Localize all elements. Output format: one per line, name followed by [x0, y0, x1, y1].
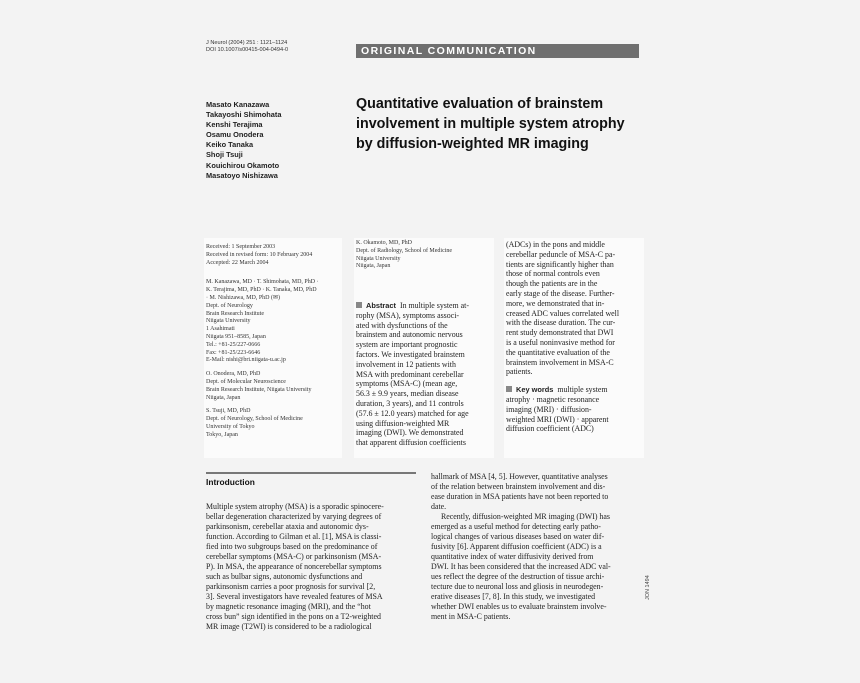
margin-note: JON 1494 [645, 575, 651, 600]
journal-reference [206, 40, 288, 54]
affiliation-line: Dept. of Neurology [206, 302, 253, 309]
author-name: Keiko Tanaka [206, 140, 254, 150]
abstract-text: In multiple system at- [399, 301, 469, 310]
affiliation-line: 1 Asahimati [206, 326, 235, 333]
introduction-column-1 [206, 502, 384, 632]
affiliation-line: Dept. of Neurology, School of Medicine [206, 416, 303, 423]
accepted-date: Accepted: 22 March 2004 [206, 259, 269, 266]
keywords-line: weighted MRI (DWI) · apparent [506, 414, 609, 424]
journal-doi: DOI 10.1007/s00415-004-0494-0 [206, 47, 289, 53]
body-line: ues reflect the degree of the destruction of tissue archi- [431, 572, 605, 581]
abstract-line: (57.6 ± 12.0 years) matched for age [356, 408, 469, 418]
body-line: logical changes of various diseases based on water dif- [431, 532, 605, 541]
abstract-line: system are important prognostic [356, 340, 458, 350]
abstract-line: brainstem involvement in MSA-C [506, 357, 614, 367]
affiliation-line: Niigata University [356, 255, 401, 262]
author-name: Masatoyo Nishizawa [206, 170, 278, 180]
abstract-line: early stage of the disease. Further- [506, 288, 615, 298]
section-divider [206, 472, 416, 474]
abstract-line: duration, 3 years), and 11 controls [356, 398, 464, 408]
abstract [356, 301, 496, 448]
received-date: Received: 1 September 2003 [206, 244, 276, 250]
abstract-line: brainstem and autonomic nervous [356, 330, 463, 340]
journal-citation: J Neurol (2004) 251 : 1121–1124 [206, 40, 288, 46]
body-line: hallmark of MSA [4, 5]. However, quantitative analyses [431, 472, 608, 481]
keywords-label: Key words [516, 385, 554, 395]
affiliation-line: S. Tsuji, MD, PhD [206, 408, 251, 415]
abstract-line: creased ADC values correlated well [506, 308, 620, 318]
author-name: Masato Kanazawa [206, 100, 270, 109]
body-line: quantitative index of water diffusivity derived from [431, 552, 594, 561]
body-line: fied into two subgroups based on the predominance of [206, 542, 378, 551]
title-line: involvement in multiple system atrophy [356, 116, 625, 132]
body-line: erative diseases [7, 8]. In this study, we investigated [431, 592, 596, 601]
affiliation-line: Brain Research Institute, Niigata University [206, 386, 312, 393]
affiliation-block [356, 240, 452, 271]
affiliation-line: O. Onodera, MD, PhD [206, 371, 261, 378]
title-line: Quantitative evaluation of brainstem [356, 96, 604, 112]
body-line: MR image (T2WI) is considered to be a radiological [206, 622, 372, 631]
abstract-line: factors. We investigated brainstem [356, 349, 465, 359]
body-line: bellar degeneration characterized by varying degrees of [206, 512, 382, 521]
abstract-line: tients are significantly higher than [506, 259, 614, 269]
abstract-line: ated with dysfunctions of the [356, 320, 448, 330]
revised-date: Received in revised form: 10 February 2004 [206, 251, 313, 258]
abstract-line: cerebellar peduncle of MSA-C pa- [506, 249, 616, 259]
affiliation-line: Fax: +81-25/223-6646 [206, 349, 261, 356]
keywords-line: diffusion coefficient (ADC) [506, 424, 594, 434]
body-line: date. [431, 502, 447, 511]
body-line: of the relation between brainstem involvement and dis- [431, 482, 606, 491]
body-line: P). In MSA, the appearance of noncerebellar symptoms [206, 562, 382, 571]
affiliation-line: Brain Research Institute [206, 310, 264, 317]
body-line: tecture due to neuronal loss and gliosis in neurodegen- [431, 582, 604, 591]
affiliation-block [206, 408, 319, 439]
article-title [356, 94, 646, 154]
keywords-line: atrophy · magnetic resonance [506, 394, 600, 404]
abstract-continued [506, 240, 646, 434]
author-name: Osamu Onodera [206, 130, 264, 140]
abstract-line: 56.3 ± 9.9 years, median disease [356, 389, 459, 399]
author-name: Kouichirou Okamoto [206, 160, 280, 170]
affiliation-line: · M. Nishizawa, MD, PhD (✉) [206, 294, 281, 301]
affiliation-line: K. Terajima, MD, PhD · K. Tanaka, MD, PhD [206, 287, 317, 294]
affiliation-line: M. Kanazawa, MD · T. Shimohata, MD, PhD · [206, 279, 319, 286]
author-list [206, 100, 281, 181]
abstract-line: involvement in 12 patients with [356, 359, 456, 369]
square-bullet-icon [356, 302, 362, 308]
abstract-line: more, we demonstrated that in- [506, 298, 605, 308]
keywords-text: multiple system [557, 385, 608, 395]
abstract-line: that apparent diffusion coefficients [356, 438, 466, 448]
square-bullet-icon [506, 386, 512, 392]
abstract-first-line [356, 301, 496, 311]
abstract-line: imaging (DWI). We demonstrated [356, 428, 464, 438]
abstract-line: using diffusion-weighted MR [356, 418, 450, 428]
body-line: parkinsonism, cerebellar ataxia and autonomic dys- [206, 522, 369, 531]
body-line: 3]. Several investigators have revealed features of MSA [206, 592, 383, 601]
introduction-column-2 [431, 472, 611, 622]
article-metadata [206, 244, 319, 440]
body-line: fusivity [6]. Apparent diffusion coefficient (ADC) is a [431, 542, 602, 551]
title-line: by diffusion-weighted MR imaging [356, 136, 589, 152]
abstract-line: the quantitative evaluation of the [506, 347, 610, 357]
abstract-line: (ADCs) in the pons and middle [506, 240, 605, 249]
abstract-line: MSA with predominant cerebellar [356, 369, 464, 379]
abstract-line: rent study demonstrated that DWI [506, 328, 614, 338]
affiliation-line: Niigata, Japan [206, 394, 241, 401]
affiliation-line: Niigata University [206, 318, 251, 325]
introduction-heading: Introduction [206, 477, 255, 487]
body-line: ment in MSA-C patients. [431, 612, 511, 621]
email-line: E-Mail: nishi@bri.niigata-u.ac.jp [206, 357, 286, 364]
body-line: cerebellar symptoms (MSA-C) or parkinsonism (MSA- [206, 552, 382, 561]
abstract-line: with the disease duration. The cur- [506, 318, 616, 328]
abstract-line: though the patients are in the [506, 279, 598, 289]
body-line: emerged as a useful method for detecting early patho- [431, 522, 601, 531]
dates-block [206, 244, 319, 267]
affiliation-block [206, 279, 319, 365]
keywords-first-line [506, 385, 646, 395]
affiliation-line: University of Tokyo [206, 423, 255, 430]
body-line: whether DWI enables us to evaluate brainstem involve- [431, 602, 607, 611]
body-line: DWI. It has been considered that the increased ADC val- [431, 562, 611, 571]
section-banner: ORIGINAL COMMUNICATION [356, 44, 639, 58]
abstract-line: symptoms (MSA-C) (mean age, [356, 379, 458, 389]
author-name: Shoji Tsuji [206, 150, 243, 160]
author-name: Kenshi Terajima [206, 120, 263, 130]
affiliation-line: Dept. of Molecular Neuroscience [206, 378, 286, 385]
body-line: ease duration in MSA patients have not been reported to [431, 492, 609, 501]
body-line: such as bulbar signs, autonomic dysfunctions and [206, 572, 363, 581]
affiliation-block [206, 371, 319, 402]
abstract-line: patients. [506, 367, 533, 377]
affiliation-line: Tokyo, Japan [206, 431, 238, 438]
abstract-line: those of normal controls even [506, 269, 600, 279]
body-line: Multiple system atrophy (MSA) is a sporadic spinocere- [206, 502, 384, 511]
abstract-line: rophy (MSA), symptoms associ- [356, 310, 460, 320]
keywords-line: imaging (MRI) · diffusion- [506, 404, 592, 414]
abstract-label: Abstract [366, 301, 396, 310]
abstract-line: is a useful noninvasive method for [506, 337, 615, 347]
affiliation-line: Tel.: +81-25/227-0666 [206, 341, 261, 348]
body-line: Recently, diffusion-weighted MR imaging (DWI) has [441, 512, 610, 521]
body-line: function. According to Gilman et al. [1], MSA is classi- [206, 532, 382, 541]
affiliation-line: K. Okamoto, MD, PhD [356, 240, 413, 246]
affiliation-line: Dept. of Radiology, School of Medicine [356, 247, 453, 254]
affiliation-line: Niigata, Japan [356, 263, 391, 270]
body-line: by magnetic resonance imaging (MRI), and the “hot [206, 602, 371, 611]
body-line: cross bun” sign identified in the pons on a T2-weighted [206, 612, 381, 621]
affiliation-line: Niigata 951–8585, Japan [206, 333, 266, 340]
author-name: Takayoshi Shimohata [206, 110, 282, 120]
body-line: parkinsonism carries a poor prognosis for survival [2, [206, 582, 376, 591]
